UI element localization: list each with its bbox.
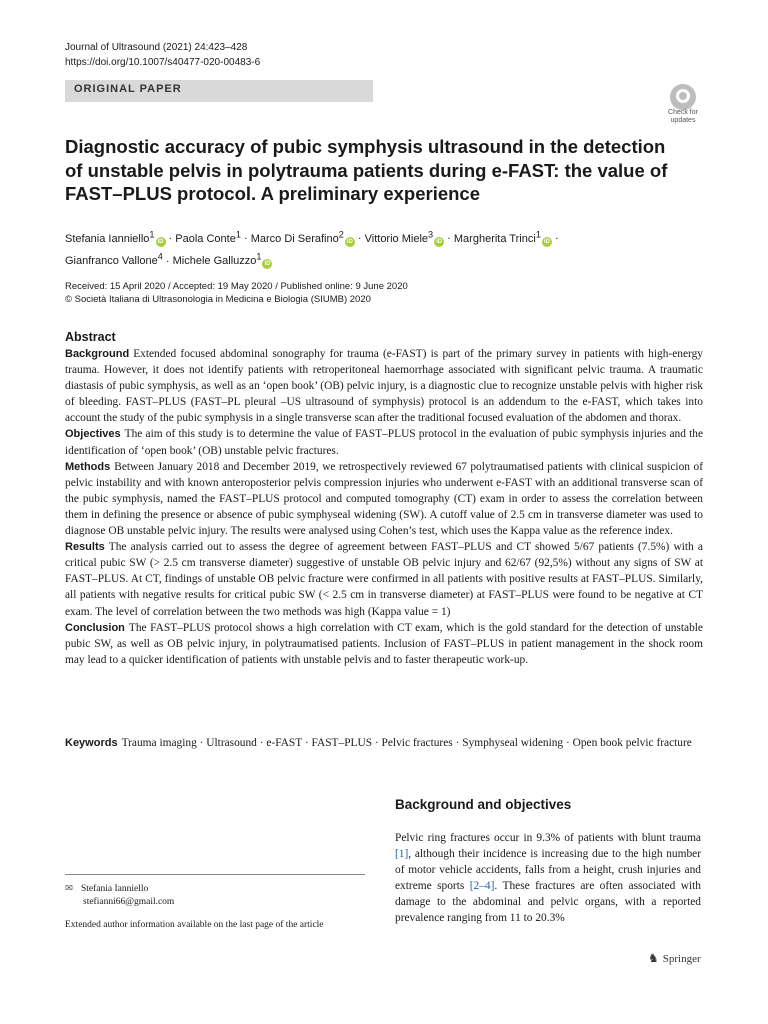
springer-horse-icon: ♞	[648, 951, 659, 965]
crossmark-label: Check for updates	[668, 109, 698, 124]
crossmark-icon	[670, 84, 696, 110]
keywords	[65, 735, 705, 752]
corresponding-author: Stefania Ianniello	[81, 884, 149, 894]
paper-title: Diagnostic accuracy of pubic symphysis ultrasound in the detection of unstable pelvis in polytrauma patients during e-FAST: the value of FAST–PLUS protocol. A preliminary experience	[65, 136, 668, 204]
author[interactable]: Michele Galluzzo$^1$iD	[172, 251, 271, 268]
author[interactable]: Vittorio Miele$^3$iD	[364, 229, 443, 245]
publication-dates	[65, 280, 408, 306]
abstract-objectives: Objectives The aim of this study is to determine the value of FAST–PLUS protocol in the evaluation of pubic symphysis injuries and the identification of ‘open book’ (OB) unstable pelvic fractures.	[65, 428, 703, 457]
envelope-icon: ✉	[65, 884, 73, 894]
publisher-logo	[648, 951, 701, 966]
citation-link[interactable]: [1]	[395, 848, 409, 861]
orcid-icon[interactable]: iD	[264, 261, 271, 268]
author-list: Stefania Ianniello$^1$iD · Paola Conte$^1$ · Marco Di Serafino$^2$iD · Vittorio Miele$^3$iD · Margherita Trinci$^1$iD · Gianfranco Vallone$^4$ · Michele Galluzzo$^1$iD	[65, 229, 559, 268]
footnote	[65, 883, 370, 932]
orcid-icon[interactable]: iD	[436, 238, 443, 245]
history-dates: Received: 15 April 2020 / Accepted: 19 May 2020 / Published online: 9 June 2020	[65, 281, 408, 292]
orcid-icon[interactable]: iD	[346, 238, 353, 245]
journal-citation: Journal of Ultrasound (2021) 24:423–428	[65, 42, 248, 53]
copyright: © Società Italiana di Ultrasonologia in Medicina e Biologia (SIUMB) 2020	[65, 294, 371, 305]
abstract-results: Results The analysis carried out to assess the degree of agreement between FAST–PLUS and CT showed 5/67 patients (7.5%) with a critical pubic SW (> 2.5 cm transverse diameter) suggestive of unstable OB pelvic injury and 62/67 (92,5%) without any signs of SW at FAST–PLUS. At CT, findings of unstable OB pelvic fracture were confirmed in all patients with positive results at FAST–PLUS. Similarly, all patients with negative results for critical pubic SW (< 2.5 cm in transverse diameter) at FAST–PLUS were found to be negative at CT exam. The level of correlation between the two methods was high (Kappa value = 1)	[65, 541, 703, 618]
author[interactable]: Paola Conte$^1$	[175, 229, 241, 245]
abstract-heading: Abstract	[65, 330, 116, 344]
author[interactable]: Stefania Ianniello$^1$iD	[65, 229, 164, 245]
article-type-label: ORIGINAL PAPER	[74, 83, 182, 95]
abstract-conclusion: Conclusion The FAST–PLUS protocol shows a high correlation with CT exam, which is the gold standard for the detection of unstable pubic SW, as well as OB pelvic injury, in polytraumatised patients. Inclusion of FAST–PLUS in patient management in the shock room may lead to a quicker identification of patients with unstable pelvis and to faster therapeutic work-up.	[65, 621, 703, 666]
author-email[interactable]: stefianni66@gmail.com	[83, 897, 175, 907]
keywords-text: Trauma imaging · Ultrasound · e-FAST · FAST–PLUS · Pelvic fractures · Symphyseal widening · Open book pelvic fracture	[121, 737, 692, 749]
author[interactable]: Margherita Trinci$^1$iD	[453, 229, 550, 245]
author[interactable]: Marco Di Serafino$^2$iD	[250, 229, 353, 245]
journal-header	[65, 40, 260, 70]
article-type-banner	[65, 80, 373, 102]
author-info-note: Extended author information available on the last page of the article	[65, 920, 324, 930]
abstract-background: Background Extended focused abdominal sonography for trauma (e-FAST) is part of the primary survey in patients with high-energy trauma. However, it does not identify patients with retroperitoneal haemorrhage associated with significant pelvic trauma. A traumatic diastasis of pubic symphysis, as well as an ‘open book’ (OB) pelvic injury, is a diagnostic clue to recognize unstable pelvis with higher risk of bleeding. FAST–PLUS (FAST–PL pleural –US ultrasound of symphysis) protocol is an addendum to the e-FAST, which takes into account the study of the pubic symphysis in a single transverse scan after the traditional focused evaluation of the abdomen and thorax.	[65, 348, 703, 425]
doi-link[interactable]: https://doi.org/10.1007/s40477-020-00483-6	[65, 57, 261, 68]
footnote-divider	[65, 874, 365, 875]
abstract	[65, 346, 703, 668]
publisher-name: Springer	[662, 953, 701, 965]
orcid-icon[interactable]: iD	[157, 238, 164, 245]
section-heading: Background and objectives	[395, 797, 572, 812]
body-paragraph: Pelvic ring fractures occur in 9.3% of patients with blunt trauma [1], although their incidence is increasing due to the high number of motor vehicle accidents, falls from a height, crush injuries and extreme sports [2–4]. These fractures are often associated with damage to the abdominal and pelvic organs, with a reported prevalence ranging from 11 to 20.3%	[395, 832, 701, 925]
check-for-updates-badge[interactable]	[662, 84, 704, 126]
keywords-label: Keywords	[65, 737, 118, 749]
author[interactable]: Gianfranco Vallone$^4$	[65, 251, 163, 268]
orcid-icon[interactable]: iD	[543, 238, 550, 245]
citation-link[interactable]: [2–4]	[469, 880, 495, 893]
abstract-methods: Methods Between January 2018 and December 2019, we retrospectively reviewed 67 polytraumatised patients with clinical suspicion of pelvic instability and with known anteroposterior pelvis compression injuries who underwent e-FAST with an additional transverse scan of the pubic symphysis, named the FAST–PLUS protocol and computed tomography (CT) exam in order to assess the correlation between them in defining the presence or absence of pubic symphyseal widening (SW). A cutoff value of 2.5 cm in transverse diameter was used to diagnose OB unstable pelvic injury. The results were analysed using Cohen’s test, which uses the Kappa value as the reference index.	[65, 460, 703, 538]
